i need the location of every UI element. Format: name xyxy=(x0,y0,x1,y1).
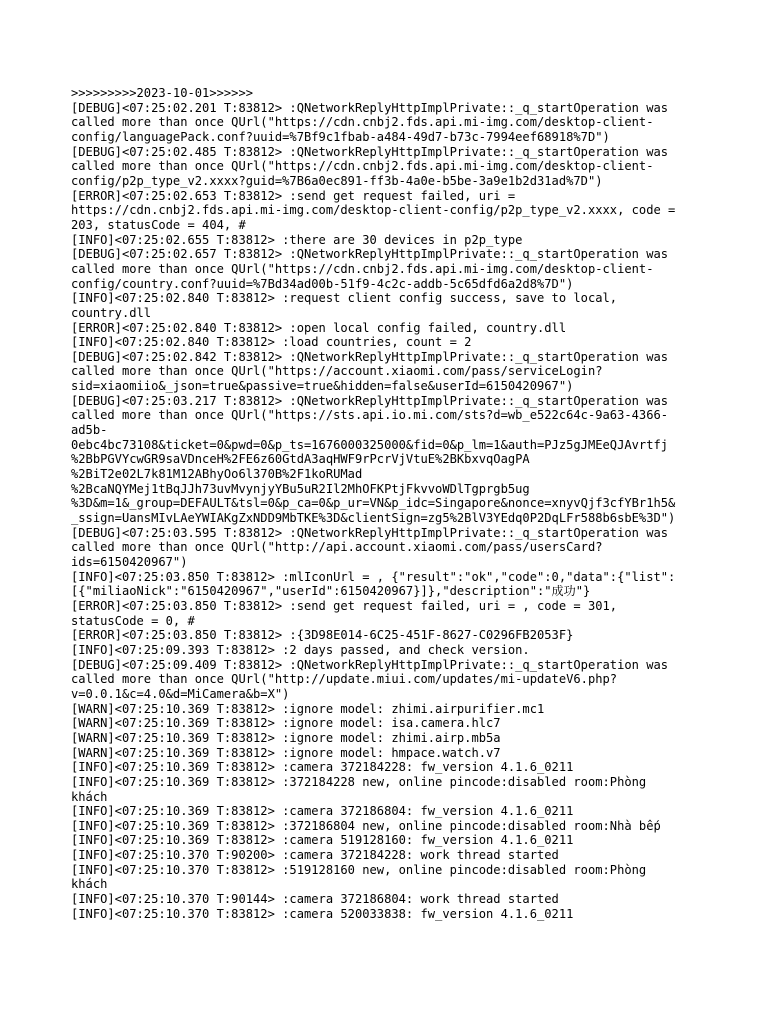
log-line: %3D&m=1&_group=DEFAULT&tsl=0&p_ca=0&p_ur=VN&p_idc=Singapore&nonce=xnyvQjf3cfYBr1h5& xyxy=(71,496,676,511)
log-line: [INFO]<07:25:10.369 T:83812> :camera 372186804: fw_version 4.1.6_0211 xyxy=(71,804,574,819)
log-line: %2BbPGVYcwGR9saVDnceH%2FE6z60GtdA3aqHWF9rPcrVjVtuE%2BKbxvqOagPA xyxy=(71,452,530,467)
log-line: called more than once QUrl("https://account.xiaomi.com/pass/serviceLogin? xyxy=(71,364,603,379)
log-line: [WARN]<07:25:10.369 T:83812> :ignore model: zhimi.airpurifier.mc1 xyxy=(71,701,545,716)
log-line: [DEBUG]<07:25:03.595 T:83812> :QNetworkReplyHttpImplPrivate::_q_startOperation was xyxy=(71,525,669,540)
log-line: [INFO]<07:25:10.369 T:83812> :372186804 new, online pincode:disabled room:Nhà bếp xyxy=(71,818,661,833)
log-line: [{"miliaoNick":"6150420967","userId":6150420967}]},"description":"成功"} xyxy=(71,584,591,599)
log-line: [DEBUG]<07:25:02.201 T:83812> :QNetworkReplyHttpImplPrivate::_q_startOperation was xyxy=(71,100,669,115)
log-line: called more than once QUrl("https://cdn.cnbj2.fds.api.mi-img.com/desktop-client- xyxy=(71,261,654,276)
log-line: [WARN]<07:25:10.369 T:83812> :ignore model: hmpace.watch.v7 xyxy=(71,745,501,760)
log-line: [INFO]<07:25:10.370 T:83812> :camera 520033838: fw_version 4.1.6_0211 xyxy=(71,906,574,921)
log-line: [INFO]<07:25:09.393 T:83812> :2 days passed, and check version. xyxy=(71,642,530,657)
log-line: [INFO]<07:25:10.369 T:83812> :372184228 new, online pincode:disabled room:Phòng xyxy=(71,774,647,789)
log-line: config/country.conf?uuid=%7Bd34ad00b-51f9-4c2c-addb-5c65dfd6a2d8%7D") xyxy=(71,276,574,291)
log-line: _ssign=UansMIvLAeYWIAKgZxNDD9MbTKE%3D&clientSign=zg5%2BlV3YEdq0P2DqLFr588b6sbE%3D") xyxy=(71,511,676,526)
log-line: ids=6150420967") xyxy=(71,555,188,569)
log-line: [DEBUG]<07:25:02.485 T:83812> :QNetworkReplyHttpImplPrivate::_q_startOperation was xyxy=(71,144,669,159)
log-line: called more than once QUrl("https://cdn.cnbj2.fds.api.mi-img.com/desktop-client- xyxy=(71,115,654,130)
log-line: [WARN]<07:25:10.369 T:83812> :ignore model: isa.camera.hlc7 xyxy=(71,716,501,731)
log-line: [DEBUG]<07:25:03.217 T:83812> :QNetworkReplyHttpImplPrivate::_q_startOperation was xyxy=(71,393,669,408)
log-line: [INFO]<07:25:03.850 T:83812> :mlIconUrl = , {"result":"ok","code":0,"data":{"list": xyxy=(71,569,676,584)
log-line: [DEBUG]<07:25:02.842 T:83812> :QNetworkReplyHttpImplPrivate::_q_startOperation was xyxy=(71,349,669,364)
log-line: called more than once QUrl("http://update.miui.com/updates/mi-updateV6.php? xyxy=(71,672,618,687)
log-line: [INFO]<07:25:02.840 T:83812> :request client config success, save to local, xyxy=(71,291,618,306)
log-line: [ERROR]<07:25:03.850 T:83812> :send get request failed, uri = , code = 301, xyxy=(71,598,618,613)
log-line: config/p2p_type_v2.xxxx?guid=%7B6a0ec891-ff3b-4a0e-b5be-3a9e1b2d31ad%7D") xyxy=(71,173,603,188)
log-line: sid=xiaomiio&_json=true&passive=true&hidden=false&userId=6150420967") xyxy=(71,379,574,394)
log-line: [ERROR]<07:25:02.840 T:83812> :open local config failed, country.dll xyxy=(71,320,567,335)
log-line: [INFO]<07:25:10.370 T:90144> :camera 372186804: work thread started xyxy=(71,892,559,907)
log-line: 203, statusCode = 404, # xyxy=(71,217,246,232)
log-line: statusCode = 0, # xyxy=(71,613,195,628)
log-line: [INFO]<07:25:10.370 T:83812> :519128160 new, online pincode:disabled room:Phòng xyxy=(71,862,647,877)
log-line: [WARN]<07:25:10.369 T:83812> :ignore model: zhimi.airp.mb5a xyxy=(71,730,501,745)
log-line: ad5b- xyxy=(71,423,108,438)
log-line: country.dll xyxy=(71,305,152,320)
log-line: [INFO]<07:25:10.369 T:83812> :camera 372184228: fw_version 4.1.6_0211 xyxy=(71,760,574,775)
log-line: [DEBUG]<07:25:02.657 T:83812> :QNetworkReplyHttpImplPrivate::_q_startOperation was xyxy=(71,247,669,262)
log-line: v=0.0.1&c=4.0&d=MiCamera&b=X") xyxy=(71,686,290,701)
log-line: khách xyxy=(71,789,108,804)
log-line: [INFO]<07:25:10.369 T:83812> :camera 519128160: fw_version 4.1.6_0211 xyxy=(71,833,574,848)
log-line: [INFO]<07:25:10.370 T:90200> :camera 372184228: work thread started xyxy=(71,848,559,863)
log-text-block xyxy=(71,86,711,921)
log-line: [ERROR]<07:25:02.653 T:83812> :send get request failed, uri = xyxy=(71,188,516,203)
log-line: [INFO]<07:25:02.840 T:83812> :load countries, count = 2 xyxy=(71,335,472,350)
log-line: called more than once QUrl("https://cdn.cnbj2.fds.api.mi-img.com/desktop-client- xyxy=(71,159,654,174)
log-line: https://cdn.cnbj2.fds.api.mi-img.com/desktop-client-config/p2p_type_v2.xxxx, code = xyxy=(71,203,676,218)
log-line: %2BiT2e02L7k81M12ABhyOo6l370B%2F1koRUMad xyxy=(71,467,363,482)
log-line: called more than once QUrl("https://sts.api.io.mi.com/sts?d=wb_e522c64c-9a63-4366- xyxy=(71,408,669,423)
log-line: [INFO]<07:25:02.655 T:83812> :there are 30 devices in p2p_type xyxy=(71,232,523,247)
log-line: config/languagePack.conf?uuid=%7Bf9c1fbab-a484-49d7-b73c-7994eef68918%7D") xyxy=(71,129,610,144)
log-line: 0ebc4bc73108&ticket=0&pwd=0&p_ts=1676000325000&fid=0&p_lm=1&auth=PJz5gJMEeQJAvrtfj xyxy=(71,437,669,452)
log-line: [ERROR]<07:25:03.850 T:83812> :{3D98E014-6C25-451F-8627-C0296FB2053F} xyxy=(71,628,574,643)
log-line: >>>>>>>>>2023-10-01>>>>>> xyxy=(71,86,254,100)
log-line: khách xyxy=(71,877,108,892)
log-line: [DEBUG]<07:25:09.409 T:83812> :QNetworkReplyHttpImplPrivate::_q_startOperation was xyxy=(71,657,669,672)
log-line: %2BcaNQYMej1tBqJJh73uvMvynjyYBu5uR2Il2MhOFKPtjFkvvoWDlTgprgb5ug xyxy=(71,481,530,496)
log-line: called more than once QUrl("http://api.account.xiaomi.com/pass/usersCard? xyxy=(71,540,603,555)
